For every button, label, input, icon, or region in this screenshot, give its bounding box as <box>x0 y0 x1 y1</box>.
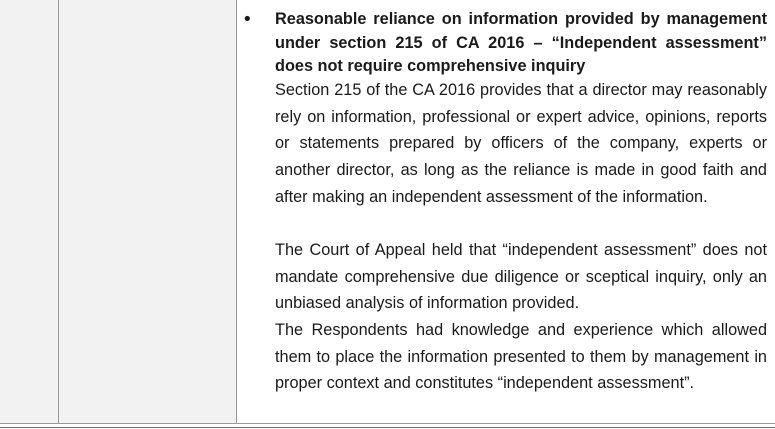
paragraph-court-of-appeal: The Court of Appeal held that “independent assessment” does not mandate comprehensive due diligence or sceptical inquiry, only an unbiased analysis of information provided. <box>275 241 767 313</box>
bullet-point: • <box>242 9 253 30</box>
paragraph-respondents: The Respondents had knowledge and experience which allowed them to place the information presented to them by management in proper context and constitutes “independent assessment”. <box>275 321 767 393</box>
table-cell-left <box>0 0 59 424</box>
paragraph-section-215: Section 215 of the CA 2016 provides that a director may reasonably rely on information, professional or expert advice, opinions, reports or statements prepared by officers of the company, experts or another director, as long as the reliance is made in good faith and after making an independent assessment of the information. <box>275 81 767 206</box>
table-cell-middle <box>59 0 237 424</box>
bottom-divider <box>0 427 775 428</box>
section-heading: Reasonable reliance on information provided by management under section 215 of CA 2016 – “Independent assessment” does not require comprehensive inquiry <box>275 10 767 76</box>
